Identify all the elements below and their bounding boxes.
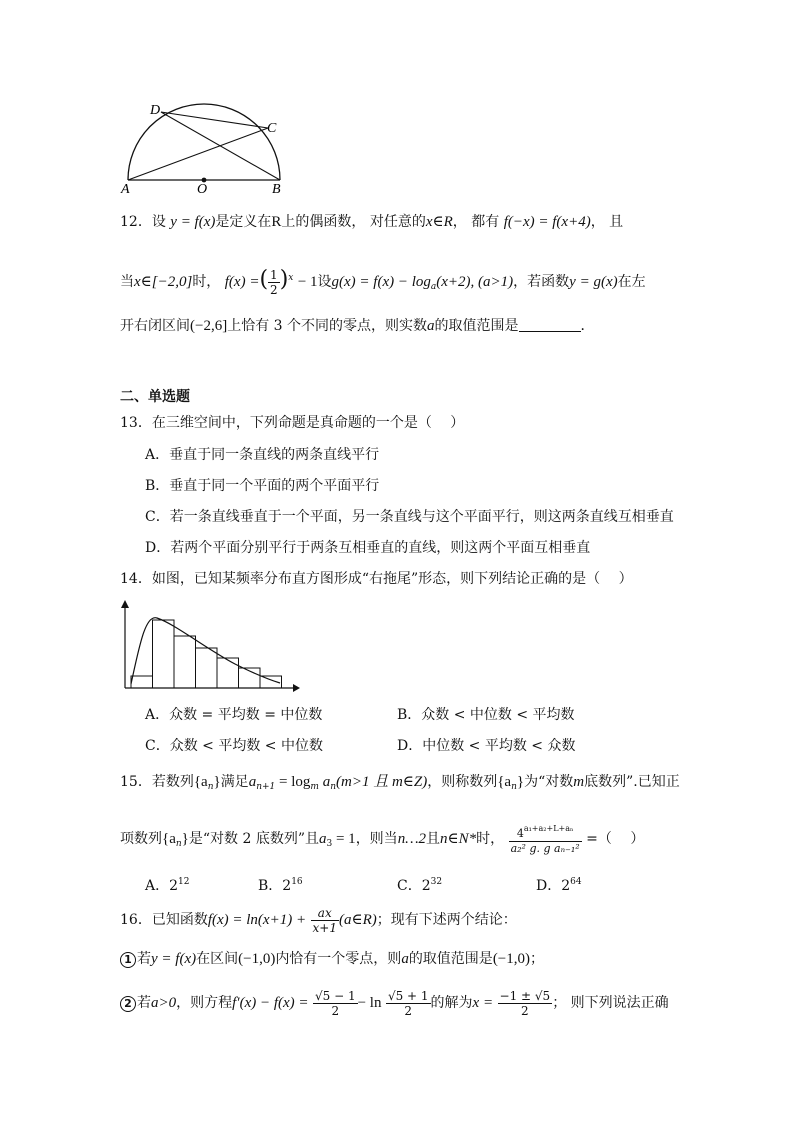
q14-option-d[interactable]: D．中位数 < 平均数 < 众数 [397,738,576,754]
q12-math: g(x) = f(x) − log [331,274,431,290]
q12-math: y = f(x) [170,214,216,230]
q14-option-b[interactable]: B．众数 < 中位数 < 平均数 [397,707,575,723]
q12-line1 [120,212,623,232]
q16-conclusion-2: 2 若a>0，则方程f′(x) − f(x) = $\frac{√5 - 1}{2}$ − ln $\frac{√5 + 1}{2}$ 的解为x = $\frac{-1 \pm √5}{2}$ ； 则下列说法正确 [120,987,669,1019]
q15-text: 为“对数 [524,774,574,790]
q16-fraction: $\frac{-1 \pm √5}{2}$ [499,988,551,1018]
label-O: O [197,182,208,193]
q16-fraction: $\frac{ax}{x+1}$ [312,905,337,935]
q15-text: ，则称数列 [427,774,498,790]
q15-text: 项数列 [120,831,162,847]
q12-math: (x+2), (a>1) [436,274,514,290]
q15-text: 且 [426,831,441,847]
q15-text: 满足 [220,774,249,790]
q14-option-a[interactable]: A．众数 = 平均数 = 中位数 [145,707,323,723]
q12-math: f(−x) = f(x+4) [503,214,591,230]
q12-text: 开右闭区间 [120,318,190,334]
label-C: C [267,121,277,136]
q15-text: =（ ） [586,831,645,847]
histogram-bar [174,636,196,688]
q12-number: 12． [120,214,152,230]
q12-line2: 当x∈[−2,0]时， f(x) =( $\frac{1}{2}$ )$^x$ − 1设$g(x) = f(x) - \log_a(x+2)$, (a>1)，若函数y = g(x)在左 [120,267,646,297]
semicircle-figure [118,98,298,193]
q15-option-b[interactable]: B．$2^{16}$ [258,877,303,894]
q16-fraction: $\frac{√5 + 1}{2}$ [387,988,429,1018]
q12-math: y = g(x) [569,274,618,290]
histogram-bar [217,658,239,688]
q12-fraction: $\frac{1}{2}$ [270,267,278,297]
q14-stem: 14．如图，已知某频率分布直方图形成“右拖尾”形态，则下列结论正确的是（ ） [120,571,633,587]
q15-text: ，则当 [355,831,398,847]
label-A: A [121,182,130,193]
q12-text: ． [580,318,595,334]
q12-text: 上的偶函数， 对任意的 [281,214,426,230]
section-heading: 二、单选题 [120,389,190,405]
q16-math: (a∈R) [339,912,377,928]
q13-option-b[interactable]: B．垂直于同一个平面的两个平面平行 [145,478,380,494]
q13-option-c[interactable]: C．若一条直线垂直于一个平面，另一条直线与这个平面平行，则这两条直线互相垂直 [145,509,674,525]
q12-text: 设 [317,274,332,290]
q12-text: 的取值范围是 [434,318,519,334]
y-axis-arrow [121,600,129,608]
q12-text: 上恰有 3 个不同的零点，则实数 [227,318,428,334]
q12-text: ， 都有 [452,214,500,230]
x-axis-arrow [293,684,300,692]
q15-text: 底数列”.已知正 [584,774,680,790]
q15-fraction: $\frac{4^{a_1+a_2+L+a_n}}{\text{a₂² g. g aₙ₋₁²}}$ [510,824,580,855]
q12-subscript: a [430,282,437,292]
q12-math: (−2,6] [190,318,228,334]
circled-number: 2 [120,996,136,1012]
q12-math: f(x) = [224,274,260,290]
q12-math: R [271,214,282,230]
q12-text: ，若函数 [513,274,570,290]
q16-fraction: $\frac{√5 - 1}{2}$ [314,988,356,1018]
label-B: B [272,182,281,193]
q12-math: x∈[−2,0] [134,274,193,290]
circled-number: 1 [120,952,136,968]
histogram-bar [196,648,218,688]
answer-blank[interactable] [519,317,581,332]
q16-text: ；现有下述两个结论： [376,912,517,928]
q12-text: 设 [151,214,166,230]
q15-option-d[interactable]: D．$2^{64}$ [536,877,582,894]
q12-text: 时， [192,274,221,290]
q13-option-d[interactable]: D．若两个平面分别平行于两条互相垂直的直线，则这两个平面互相垂直 [145,540,591,556]
q16-math: f(x) = ln(x+1) + [207,912,307,928]
q14-option-c[interactable]: C．众数 < 平均数 < 中位数 [145,738,323,754]
q12-math: x∈R [425,214,453,230]
q13-stem: 13．在三维空间中，下列命题是真命题的一个是（ ） [120,415,465,431]
q16-line1 [120,905,517,935]
chord-DC [161,112,268,128]
q15-text: 15．若数列 [120,774,194,790]
q15-option-a[interactable]: A．$2^{12}$ [145,877,190,894]
q16-text: 16．已知函数 [120,912,208,928]
q12-text: 在左 [617,274,646,290]
q16-conclusion-1: 1 若y = f(x)在区间(−1,0)内恰有一个零点，则a的取值范围是(−1,0)； [120,949,544,969]
q15-line2: 项数列$\{a_n\}$是“对数 2 底数列”且$a_3 = 1$，则当n…2且n∈N*时， $\frac{4^{a_1+a_2+L+a_n}}{\text{a₂² g. g aₙ₋₁²}}$ =（ ） [120,824,645,855]
q12-math: a [427,318,435,334]
q15-text: 时， [476,831,505,847]
q13-option-a[interactable]: A．垂直于同一条直线的两条直线平行 [145,447,380,463]
density-curve [131,618,280,684]
q12-text: 是定义在 [215,214,272,230]
chord-AC [128,128,268,180]
q12-math: − 1 [297,274,318,290]
histogram-bar [131,676,153,688]
skewed-histogram-figure [115,598,300,696]
q12-exponent: x [288,273,294,283]
q15-text: 是“对数 2 底数列”且 [188,831,319,847]
q12-text: 当 [120,274,134,290]
q15-line1: 15．若数列$\{a_n\}$满足$a_{n+1} = \log_m a_n(m>1$ 且 m∈Z)，则称数列$\{a_n\}$为“对数m底数列”.已知正 [120,774,680,792]
q15-option-c[interactable]: C．$2^{32}$ [397,877,443,894]
q12-text: ， 且 [590,214,624,230]
label-D: D [150,103,161,118]
q12-line3 [120,316,595,336]
histogram-bar [153,620,175,688]
